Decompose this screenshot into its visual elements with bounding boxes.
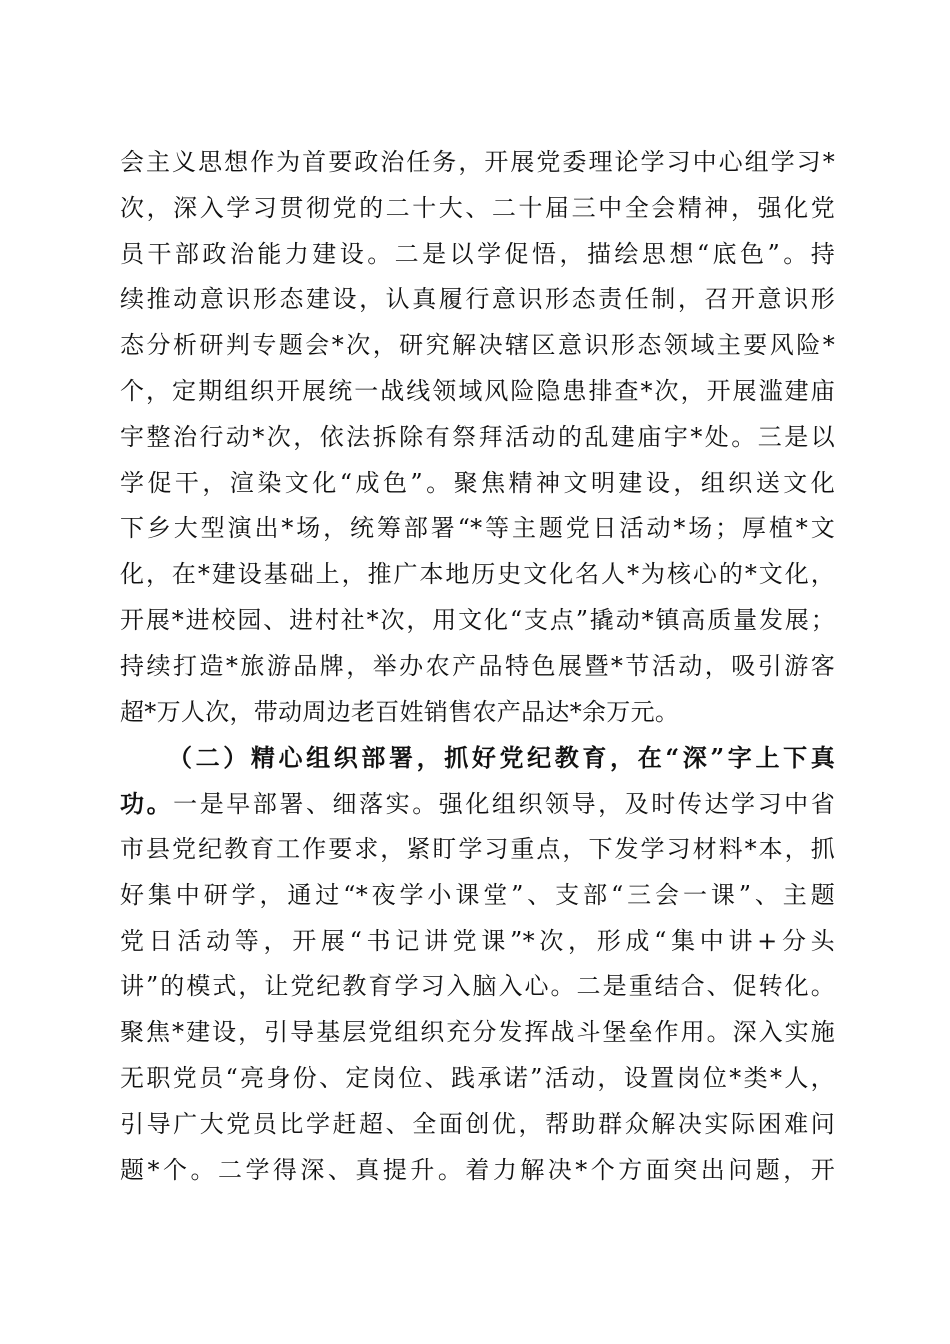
text-line: 会主义思想作为首要政治任务，开展党委理论学习中心组学习* [120, 148, 835, 176]
text-line: 讲”的模式，让党纪教育学习入脑入心。二是重结合、促转化。 [120, 972, 835, 1001]
text-line: 聚焦*建设，引导基层党组织充分发挥战斗堡垒作用。深入实施 [120, 1018, 835, 1047]
text-line: 好集中研学，通过“*夜学小课堂”、支部“三会一课”、主题 [120, 880, 835, 909]
paragraph-2 [120, 735, 835, 1193]
text-line: 超*万人次，带动周边老百姓销售农产品达*余万元。 [120, 697, 680, 726]
text-line: 学促干，渲染文化“成色”。聚焦精神文明建设，组织送文化 [120, 468, 835, 497]
text-line: 个，定期组织开展统一战线领域风险隐患排查*次，开展滥建庙 [120, 376, 835, 405]
text-line: 持续打造*旅游品牌，举办农产品特色展暨*节活动，吸引游客 [120, 651, 835, 680]
text-line: 续推动意识形态建设，认真履行意识形态责任制，召开意识形 [120, 285, 835, 314]
text-line: 引导广大党员比学赶超、全面创优，帮助群众解决实际困难问 [120, 1109, 835, 1138]
text-line: 党日活动等，开展“书记讲党课”*次，形成“集中讲+分头 [120, 926, 835, 955]
text-line: 员干部政治能力建设。二是以学促悟，描绘思想“底色”。持 [120, 239, 835, 268]
text-line: 态分析研判专题会*次，研究解决辖区意识形态领域主要风险* [120, 331, 835, 360]
text-line: 次，深入学习贯彻党的二十大、二十届三中全会精神，强化党 [120, 193, 835, 222]
text-line: 题*个。二学得深、真提升。着力解决*个方面突出问题，开 [120, 1155, 835, 1184]
text-line: 市县党纪教育工作要求，紧盯学习重点，下发学习材料*本，抓 [120, 834, 835, 863]
section-heading-end: 功。 [120, 789, 174, 819]
paragraph-1 [120, 140, 835, 735]
text-line: 化，在*建设基础上，推广本地历史文化名人*为核心的*文化， [120, 560, 835, 589]
text-line: 无职党员“亮身份、定岗位、践承诺”活动，设置岗位*类*人， [120, 1063, 835, 1092]
text-span: 一是早部署、细落实。强化组织领导，及时传达学习中省 [173, 790, 835, 819]
body-text [120, 140, 835, 1193]
text-line: 开展*进校园、进村社*次，用文化“支点”撬动*镇高质量发展； [120, 605, 835, 634]
text-line: 宇整治行动*次，依法拆除有祭拜活动的乱建庙宇*处。三是以 [120, 422, 835, 451]
text-line: 下乡大型演出*场，统筹部署“*等主题党日活动*场；厚植*文 [120, 514, 835, 543]
text-line [120, 781, 835, 827]
section-heading: （二）精心组织部署，抓好党纪教育，在“深”字上下真 [168, 743, 835, 773]
